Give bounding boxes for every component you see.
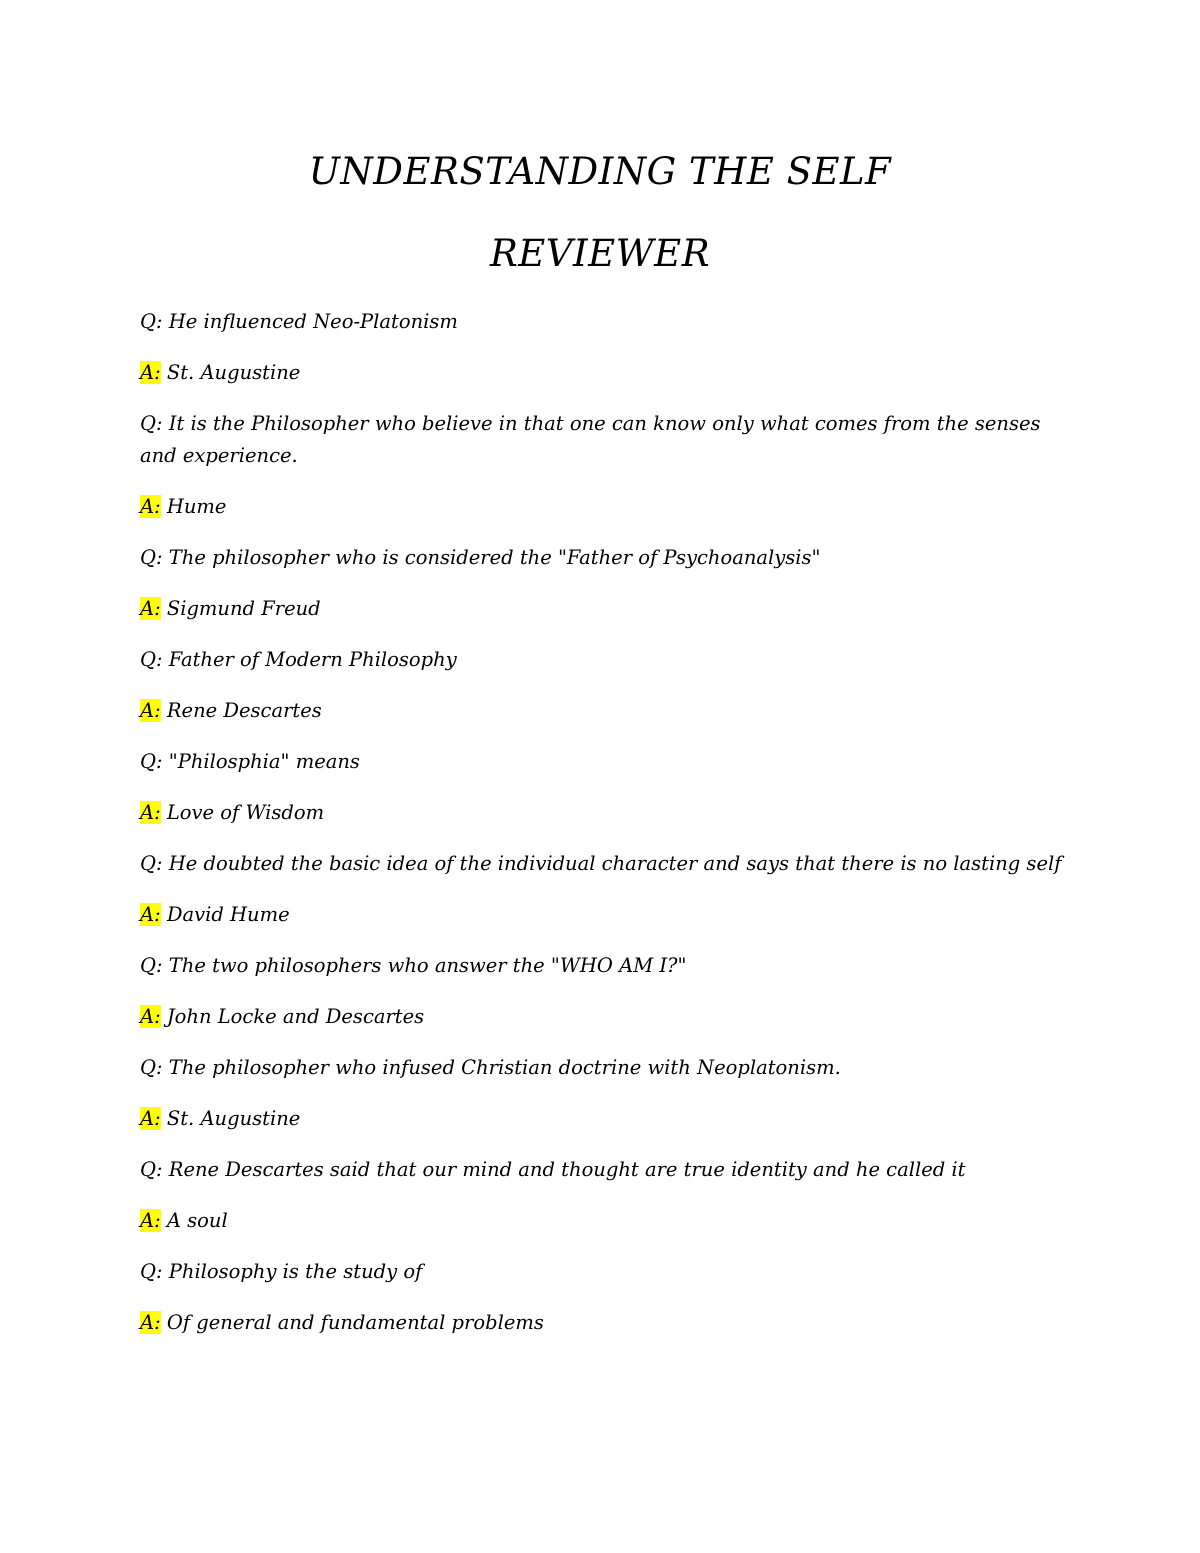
question-text: Philosophy is the study of — [162, 1260, 423, 1283]
question-line — [140, 306, 1062, 338]
question-text: "Philosphia" means — [162, 750, 360, 773]
answer-label-highlighted: A: — [140, 903, 161, 926]
answer-line — [140, 491, 1062, 523]
question-label: Q: — [140, 546, 163, 569]
question-line — [140, 950, 1062, 982]
question-line — [140, 1256, 1062, 1288]
question-line — [140, 1154, 1062, 1186]
answer-label-highlighted: A: — [140, 699, 161, 722]
question-label: Q: — [140, 1158, 163, 1181]
answer-label-highlighted: A: — [140, 1209, 161, 1232]
document-subtitle: REVIEWER — [489, 232, 711, 275]
question-line — [140, 848, 1062, 880]
answer-text: Of general and fundamental problems — [160, 1311, 544, 1334]
question-label: Q: — [140, 1260, 163, 1283]
answer-text: John Locke and Descartes — [160, 1005, 425, 1028]
answer-line — [140, 1205, 1062, 1237]
question-text: Father of Modern Philosophy — [162, 648, 457, 671]
question-text: The philosopher who infused Christian doctrine with Neoplatonism. — [162, 1056, 841, 1079]
answer-text: Rene Descartes — [160, 699, 322, 722]
question-line — [140, 746, 1062, 778]
answer-text: St. Augustine — [160, 1107, 301, 1130]
question-label: Q: — [140, 750, 163, 773]
answer-text: David Hume — [160, 903, 290, 926]
question-text: The philosopher who is considered the "Father of Psychoanalysis" — [162, 546, 821, 569]
answer-line — [140, 1001, 1062, 1033]
question-text: The two philosophers who answer the "WHO AM I?" — [162, 954, 687, 977]
document-title: UNDERSTANDING THE SELF — [308, 150, 892, 193]
question-text: Rene Descartes said that our mind and thought are true identity and he called it — [162, 1158, 966, 1181]
question-label: Q: — [140, 648, 163, 671]
answer-label-highlighted: A: — [140, 1311, 161, 1334]
answer-line — [140, 1307, 1062, 1339]
answer-label-highlighted: A: — [140, 361, 161, 384]
answer-text: A soul — [160, 1209, 228, 1232]
question-line — [140, 408, 1062, 472]
answer-text: St. Augustine — [160, 361, 301, 384]
question-label: Q: — [140, 852, 163, 875]
answer-label-highlighted: A: — [140, 1005, 161, 1028]
answer-label-highlighted: A: — [140, 1107, 161, 1130]
question-label: Q: — [140, 412, 163, 435]
question-text: He doubted the basic idea of the individual character and says that there is no lasting self — [162, 852, 1062, 875]
question-label: Q: — [140, 954, 163, 977]
question-label: Q: — [140, 310, 163, 333]
answer-line — [140, 899, 1062, 931]
question-line — [140, 542, 1062, 574]
answer-label-highlighted: A: — [140, 597, 161, 620]
question-text: It is the Philosopher who believe in that one can know only what comes from the senses and experience. — [140, 412, 1041, 467]
answer-line — [140, 593, 1062, 625]
answer-text: Sigmund Freud — [160, 597, 321, 620]
question-label: Q: — [140, 1056, 163, 1079]
qa-list — [140, 306, 1062, 1358]
question-line — [140, 1052, 1062, 1084]
answer-line — [140, 357, 1062, 389]
answer-label-highlighted: A: — [140, 801, 161, 824]
answer-line — [140, 695, 1062, 727]
answer-line — [140, 797, 1062, 829]
answer-text: Hume — [160, 495, 227, 518]
question-text: He influenced Neo-Platonism — [162, 310, 458, 333]
answer-text: Love of Wisdom — [160, 801, 325, 824]
answer-line — [140, 1103, 1062, 1135]
question-line — [140, 644, 1062, 676]
answer-label-highlighted: A: — [140, 495, 161, 518]
